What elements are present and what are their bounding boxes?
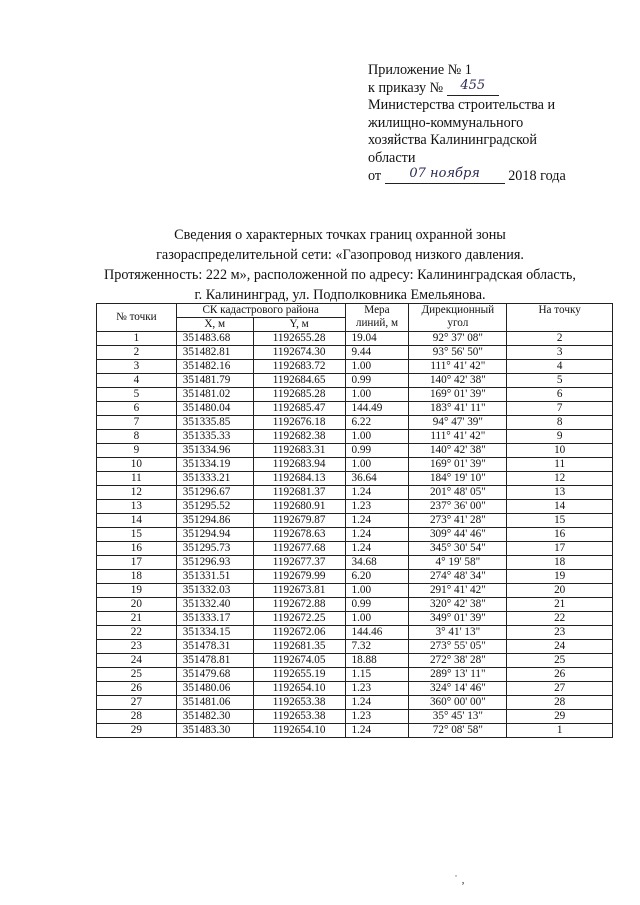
table-cell: 111° 41' 42" [409,360,507,374]
table-cell: 237° 36' 00" [409,500,507,514]
table-cell: 18 [97,570,177,584]
table-cell: 25 [97,668,177,682]
table-cell: 22 [507,612,613,626]
table-cell: 351332.03 [176,584,253,598]
table-cell: 27 [507,682,613,696]
order-prefix: к приказу № [368,79,444,96]
table-cell: 5 [97,388,177,402]
table-cell: 19.04 [345,332,409,346]
header-direction [409,304,507,332]
table-cell: 23 [97,640,177,654]
table-cell: 21 [507,598,613,612]
table-cell: 27 [97,696,177,710]
table-cell: 351333.21 [176,472,253,486]
table-cell: 1192680.91 [253,500,345,514]
header-measure-line2: линий, м [355,317,399,329]
table-cell: 19 [97,584,177,598]
table-row [97,640,613,654]
table-cell: 0.99 [345,444,409,458]
table-cell: 351334.96 [176,444,253,458]
table-cell: 351481.06 [176,696,253,710]
table-cell: 22 [97,626,177,640]
table-row [97,416,613,430]
table-cell: 351480.04 [176,402,253,416]
table-cell: 1192677.37 [253,556,345,570]
table-cell: 1192674.05 [253,654,345,668]
appendix-block [368,62,628,185]
table-row [97,514,613,528]
title-line-4: г. Калининград, ул. Подполковника Емельянова. [194,287,486,303]
table-cell: 92° 37' 08" [409,332,507,346]
table-cell: 13 [507,486,613,500]
table-cell: 7 [97,416,177,430]
table-cell: 1192685.47 [253,402,345,416]
table-cell: 16 [507,528,613,542]
table-cell: 351294.86 [176,514,253,528]
table-cell: 72° 08' 58" [409,724,507,738]
table-cell: 0.99 [345,598,409,612]
table-cell: 1192672.88 [253,598,345,612]
table-cell: 19 [507,570,613,584]
table-cell: 1.24 [345,514,409,528]
table-cell: 14 [507,500,613,514]
table-cell: 23 [507,626,613,640]
table-cell: 1192673.81 [253,584,345,598]
table-cell: 351334.19 [176,458,253,472]
table-cell: 351480.06 [176,682,253,696]
table-cell: 21 [97,612,177,626]
table-cell: 1.00 [345,584,409,598]
header-to-point: На точку [507,304,613,332]
table-cell: 201° 48' 05" [409,486,507,500]
table-cell: 1.24 [345,486,409,500]
table-cell: 13 [97,500,177,514]
table-cell: 1192676.18 [253,416,345,430]
table-cell: 1.23 [345,500,409,514]
table-cell: 351483.68 [176,332,253,346]
table-cell: 140° 42' 38" [409,444,507,458]
table-cell: 28 [97,710,177,724]
table-cell: 1192679.87 [253,514,345,528]
table-row [97,486,613,500]
table-cell: 93° 56' 50" [409,346,507,360]
table-cell: 1.15 [345,668,409,682]
table-cell: 26 [507,668,613,682]
table-cell: 25 [507,654,613,668]
table-cell: 15 [507,514,613,528]
ministry-line-1: Министерства строительства и [368,97,556,114]
table-cell: 351482.30 [176,710,253,724]
table-cell: 140° 42' 38" [409,374,507,388]
table-cell: 1.00 [345,458,409,472]
table-cell: 169° 01' 39" [409,388,507,402]
table-row [97,374,613,388]
table-cell: 144.49 [345,402,409,416]
appendix-title: Приложение № 1 [368,62,472,78]
table-row [97,430,613,444]
table-cell: 1.23 [345,682,409,696]
table-cell: 1192653.38 [253,710,345,724]
table-cell: 351481.02 [176,388,253,402]
table-row [97,556,613,570]
ministry-line-2: жилищно-коммунального [368,114,524,131]
table-cell: 1192654.10 [253,682,345,696]
ministry-line-4: области [368,149,416,166]
table-cell: 29 [507,710,613,724]
table-cell: 2 [97,346,177,360]
title-line-1: Сведения о характерных точках границ охранной зоны [174,227,506,243]
table-row [97,612,613,626]
table-row [97,444,613,458]
table-cell: 18 [507,556,613,570]
table-cell: 0.99 [345,374,409,388]
table-cell: 14 [97,514,177,528]
table-row [97,584,613,598]
table-cell: 24 [97,654,177,668]
table-cell: 1192684.65 [253,374,345,388]
table-cell: 1.24 [345,696,409,710]
date-prefix: от [368,167,382,184]
table-cell: 9 [97,444,177,458]
table-row [97,500,613,514]
table-cell: 351479.68 [176,668,253,682]
table-row [97,710,613,724]
table-cell: 1192684.13 [253,472,345,486]
table-row [97,668,613,682]
table-row [97,696,613,710]
table-cell: 1192679.99 [253,570,345,584]
table-cell: 351482.16 [176,360,253,374]
table-cell: 24 [507,640,613,654]
table-cell: 1192685.28 [253,388,345,402]
table-cell: 6 [507,388,613,402]
header-direction-line1: Дирекционный [421,304,495,316]
table-cell: 1192655.19 [253,668,345,682]
table-row [97,472,613,486]
table-cell: 1192678.63 [253,528,345,542]
table-cell: 1.24 [345,542,409,556]
table-row [97,724,613,738]
table-cell: 10 [97,458,177,472]
table-cell: 9.44 [345,346,409,360]
table-cell: 351295.52 [176,500,253,514]
table-row [97,654,613,668]
table-cell: 12 [97,486,177,500]
table-row [97,598,613,612]
table-cell: 4 [507,360,613,374]
table-cell: 28 [507,696,613,710]
table-cell: 351333.17 [176,612,253,626]
table-cell: 351483.30 [176,724,253,738]
table-cell: 20 [507,584,613,598]
table-cell: 291° 41' 42" [409,584,507,598]
table-cell: 1.00 [345,360,409,374]
table-cell: 3° 41' 13" [409,626,507,640]
header-direction-line2: угол [447,317,469,329]
title-line-3: Протяженность: 222 м», расположенной по адресу: Калининградская область, [104,267,576,283]
table-cell: 324° 14' 46" [409,682,507,696]
table-cell: 351294.94 [176,528,253,542]
table-cell: 1.00 [345,388,409,402]
header-measure [345,304,409,332]
table-body [97,332,613,738]
table-cell: 1192654.10 [253,724,345,738]
header-x: X, м [176,318,253,332]
table-cell: 1192681.37 [253,486,345,500]
date-suffix: 2018 года [508,167,566,184]
table-cell: 36.64 [345,472,409,486]
table-cell: 6.20 [345,570,409,584]
table-cell: 351481.79 [176,374,253,388]
table-cell: 1192682.38 [253,430,345,444]
table-cell: 345° 30' 54" [409,542,507,556]
table-cell: 7 [507,402,613,416]
table-cell: 20 [97,598,177,612]
table-row [97,332,613,346]
table-cell: 6 [97,402,177,416]
table-cell: 1192681.35 [253,640,345,654]
table-cell: 1192677.68 [253,542,345,556]
table-cell: 289° 13' 11" [409,668,507,682]
table-cell: 3 [97,360,177,374]
table-cell: 1192683.94 [253,458,345,472]
table-cell: 111° 41' 42" [409,430,507,444]
table-cell: 1192674.30 [253,346,345,360]
document-title [60,225,620,305]
table-cell: 351335.85 [176,416,253,430]
table-row [97,360,613,374]
table-cell: 1 [97,332,177,346]
table-cell: 1.24 [345,724,409,738]
table-cell: 351296.67 [176,486,253,500]
table-cell: 351332.40 [176,598,253,612]
table-cell: 15 [97,528,177,542]
table-row [97,346,613,360]
header-sk: СК кадастрового района [176,304,345,318]
order-line [368,77,628,98]
table-cell: 1192683.72 [253,360,345,374]
table-cell: 11 [507,458,613,472]
table-cell: 1192672.25 [253,612,345,626]
table-cell: 94° 47' 39" [409,416,507,430]
footer-mark: ˙ ‚ [454,872,465,886]
table-row [97,528,613,542]
table-cell: 1.00 [345,612,409,626]
date-value: 07 ноября [409,165,480,181]
table-cell: 16 [97,542,177,556]
table-cell: 18.88 [345,654,409,668]
table-row [97,542,613,556]
table-cell: 184° 19' 10" [409,472,507,486]
table-cell: 11 [97,472,177,486]
table-cell: 8 [507,416,613,430]
table-cell: 351295.73 [176,542,253,556]
order-number-field [447,77,499,96]
table-cell: 1.24 [345,528,409,542]
table-cell: 349° 01' 39" [409,612,507,626]
table-row [97,570,613,584]
header-point: № точки [97,304,177,332]
table-cell: 320° 42' 38" [409,598,507,612]
table-cell: 272° 38' 28" [409,654,507,668]
table-cell: 309° 44' 46" [409,528,507,542]
table-cell: 2 [507,332,613,346]
table-cell: 4° 19' 58" [409,556,507,570]
table-cell: 10 [507,444,613,458]
table-cell: 1.00 [345,430,409,444]
table-cell: 1192653.38 [253,696,345,710]
table-cell: 6.22 [345,416,409,430]
table-cell: 1192683.31 [253,444,345,458]
table-row [97,388,613,402]
table-cell: 351482.81 [176,346,253,360]
table-cell: 351334.15 [176,626,253,640]
table-cell: 1192655.28 [253,332,345,346]
table-cell: 26 [97,682,177,696]
table-cell: 273° 55' 05" [409,640,507,654]
table-cell: 3 [507,346,613,360]
title-line-2: газораспределительной сети: «Газопровод низкого давления. [156,247,524,263]
table-cell: 1 [507,724,613,738]
date-line [368,165,628,186]
table-cell: 144.46 [345,626,409,640]
table-cell: 273° 41' 28" [409,514,507,528]
table-cell: 274° 48' 34" [409,570,507,584]
table-cell: 1192672.06 [253,626,345,640]
table-row [97,626,613,640]
table-cell: 5 [507,374,613,388]
ministry-line-3: хозяйства Калининградской [368,132,537,149]
table-cell: 17 [97,556,177,570]
order-number: 455 [460,77,486,93]
table-cell: 35° 45' 13" [409,710,507,724]
table-cell: 8 [97,430,177,444]
table-cell: 12 [507,472,613,486]
table-cell: 1.23 [345,710,409,724]
table-cell: 351335.33 [176,430,253,444]
table-cell: 17 [507,542,613,556]
table-row [97,458,613,472]
table-cell: 169° 01' 39" [409,458,507,472]
table-cell: 7.32 [345,640,409,654]
table-cell: 4 [97,374,177,388]
table-cell: 9 [507,430,613,444]
header-y: Y, м [253,318,345,332]
table-cell: 351331.51 [176,570,253,584]
header-measure-line1: Мера [364,304,390,316]
table-row [97,682,613,696]
table-row [97,402,613,416]
table-cell: 29 [97,724,177,738]
table-cell: 360° 00' 00" [409,696,507,710]
table-cell: 34.68 [345,556,409,570]
table-cell: 183° 41' 11" [409,402,507,416]
table-header-row [97,304,613,318]
table-cell: 351296.93 [176,556,253,570]
table-cell: 351478.31 [176,640,253,654]
table-cell: 351478.81 [176,654,253,668]
date-field [385,165,505,184]
coordinates-table [96,303,613,738]
